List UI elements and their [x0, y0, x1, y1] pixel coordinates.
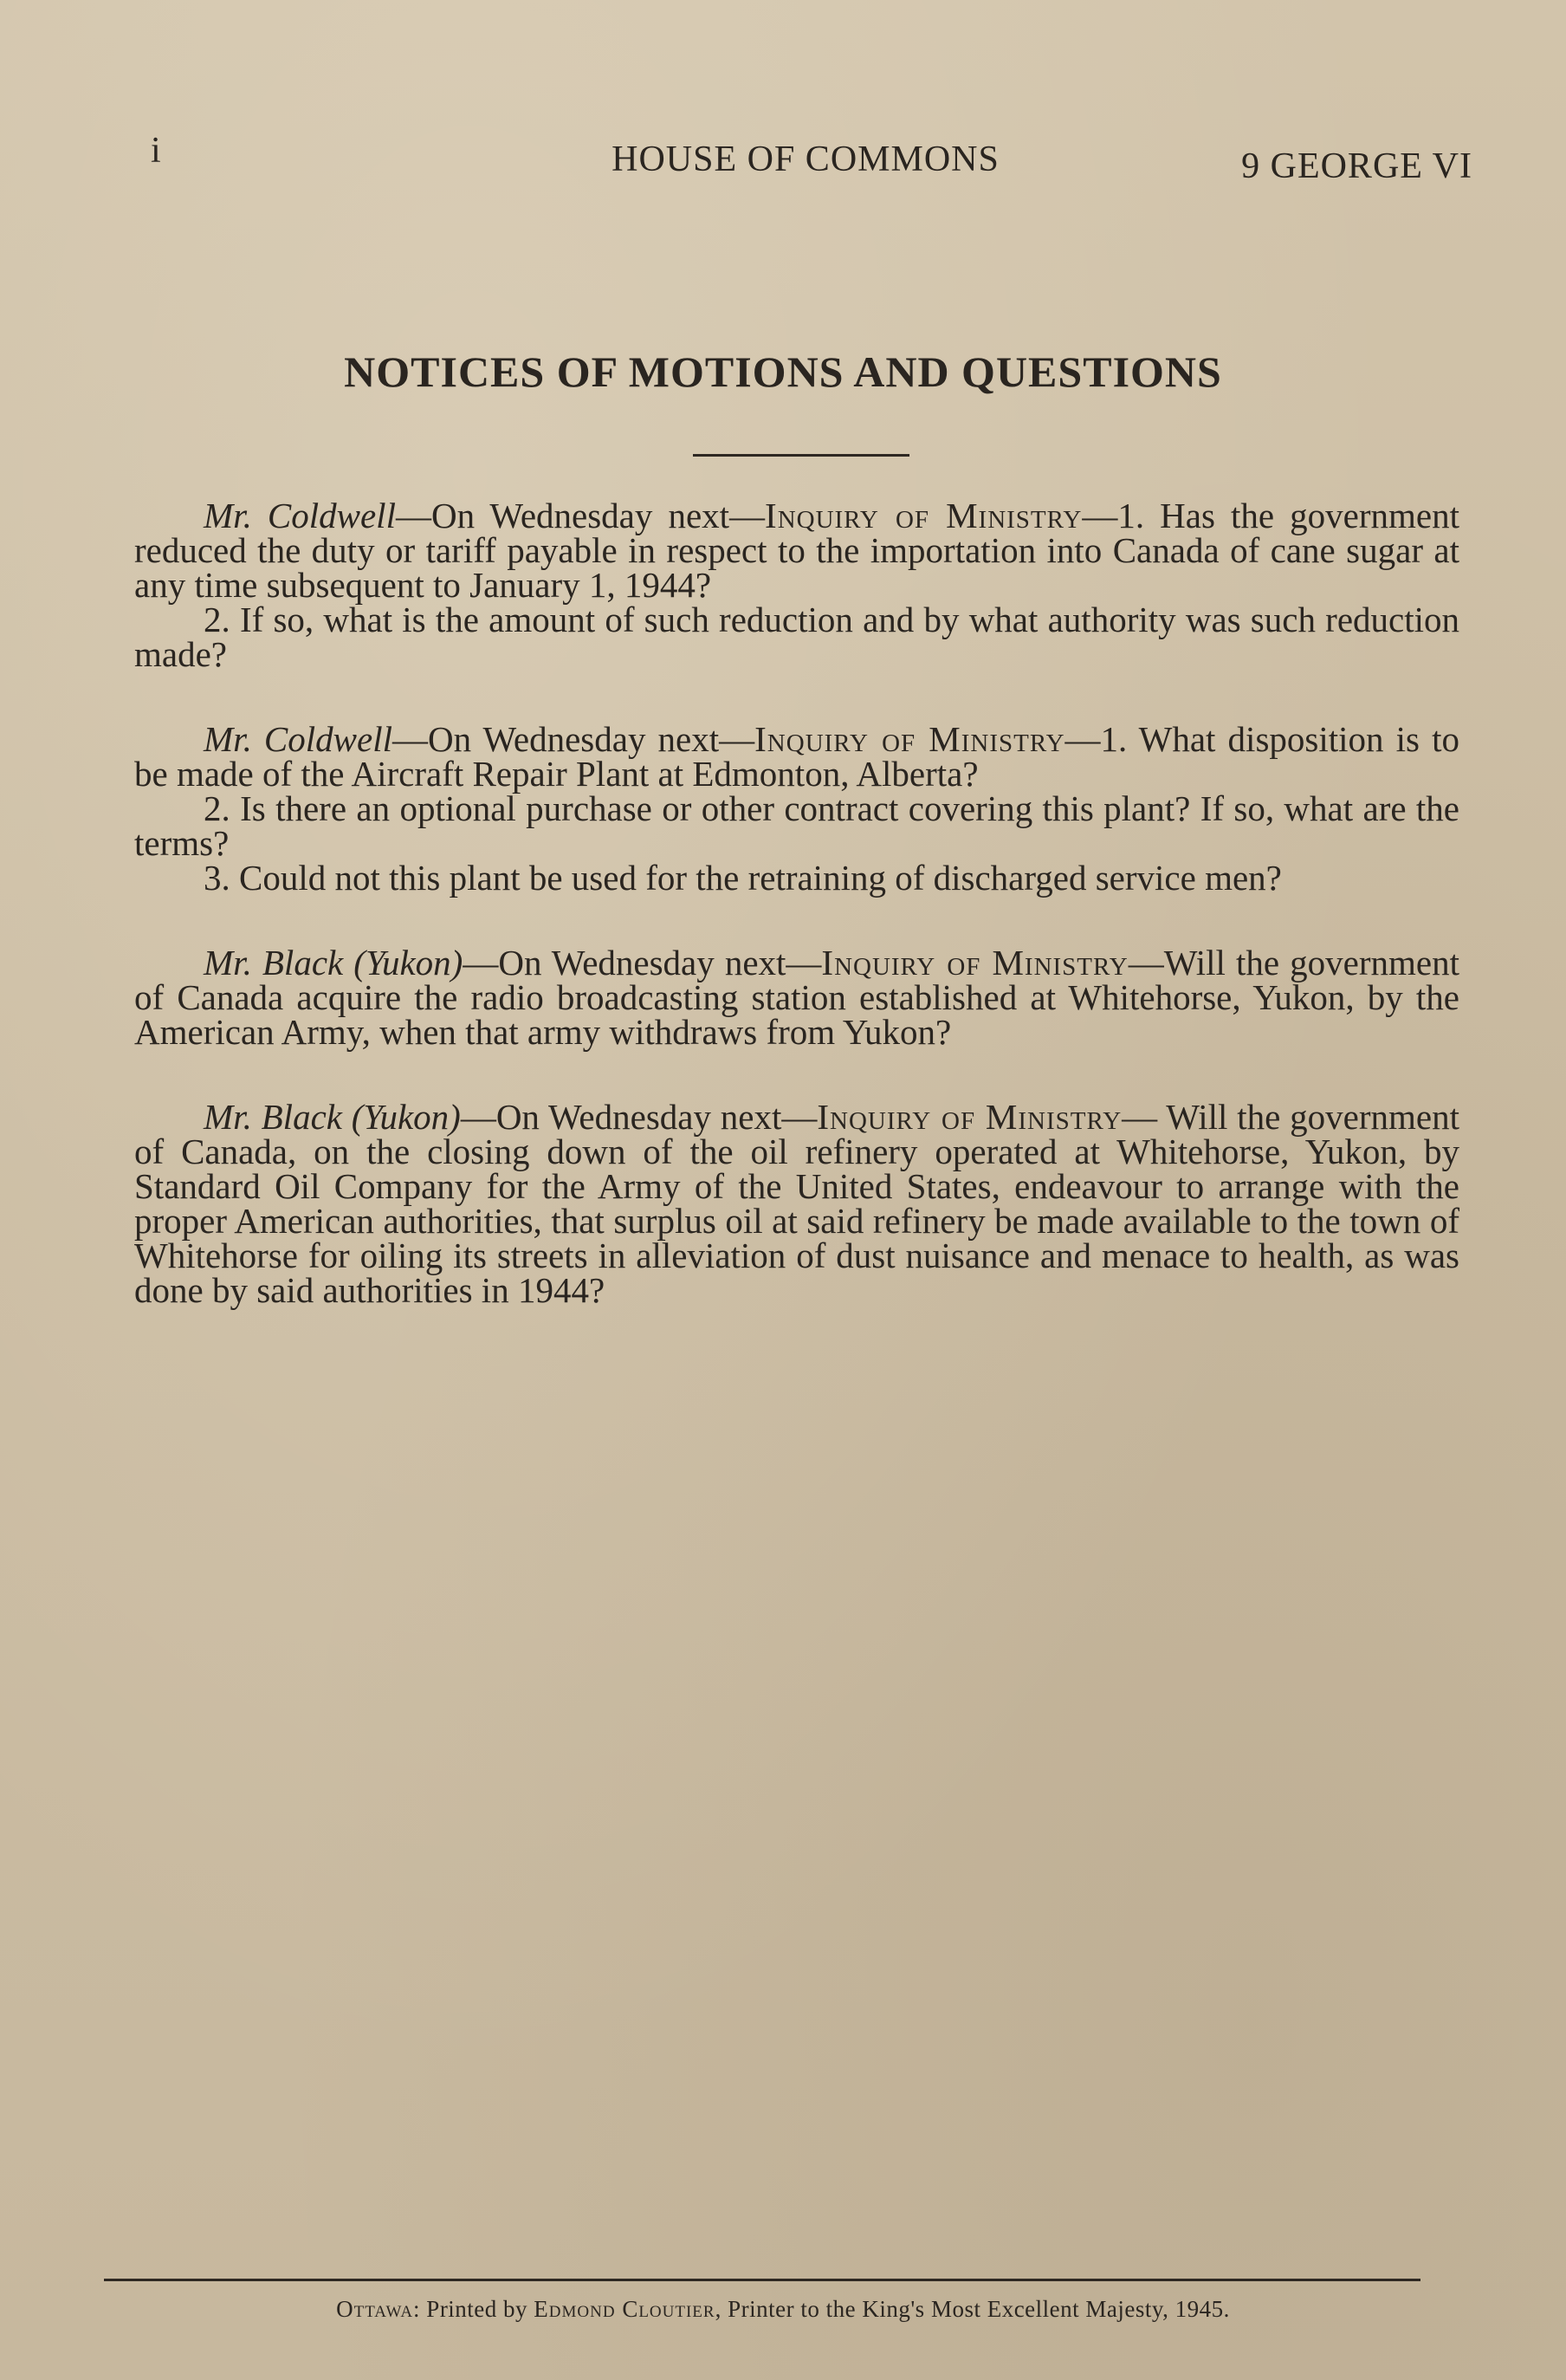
page-number: i [151, 131, 162, 171]
motion-text: —1. What disposition is to be made of the Aircraft Repair Plant at Edmonton, Alberta? [134, 719, 1459, 794]
motions-list [134, 498, 1459, 1358]
motion-paragraph [134, 496, 1460, 605]
motion-author: Mr. Coldwell [204, 719, 392, 759]
motion-kind: Inquiry of Ministry [765, 496, 1083, 535]
motion-item [134, 719, 1459, 898]
motion-kind: Inquiry of Ministry [754, 719, 1065, 759]
motion-text: — Will the government of Canada, on the closing down of the oil refinery operated at Whitehorse, Yukon, by Standard Oil Company for the Army of the United States, endeavour to arrange with the proper American authorities, that surplus oil at said refinery be made available to the town of Whitehorse for oiling its streets in alleviation of dust nuisance and menace to health, as was done by said authorities in 1944? [134, 1097, 1459, 1310]
house-title: HOUSE OF COMMONS [612, 139, 1000, 179]
motion-item [134, 1097, 1459, 1310]
motion-paragraph [134, 943, 1460, 1052]
section-title: NOTICES OF MOTIONS AND QUESTIONS [344, 347, 1222, 396]
imprint-text: , Printer to the King's Most Excellent Majesty, 1945. [715, 2296, 1230, 2322]
motion-author: Mr. Black (Yukon) [204, 1097, 461, 1137]
imprint-printer: Edmond Cloutier [534, 2296, 715, 2322]
motion-paragraph: 2. Is there an optional purchase or other contract covering this plant? If so, what are the terms? [134, 788, 1459, 863]
imprint-place: Ottawa [336, 2296, 414, 2322]
motion-text: —Will the government of Canada acquire the radio broadcasting station established at Whitehorse, Yukon, by the American Army, when that army withdraws from Yukon? [134, 943, 1460, 1052]
motion-kind: Inquiry of Ministry [821, 943, 1129, 982]
footer-rule [104, 2279, 1420, 2281]
motion-paragraph: 2. If so, what is the amount of such reduction and by what authority was such reduction made? [134, 600, 1459, 674]
motion-author: Mr. Coldwell [204, 496, 396, 535]
regnal-year: 9 GEORGE VI [1241, 146, 1472, 186]
motion-when: —On Wednesday next— [392, 719, 755, 759]
motion-paragraph [134, 719, 1459, 794]
motion-text: —1. Has the government reduced the duty or tariff payable in respect to the importation into Canada of cane sugar at any time subsequent to January 1, 1944? [134, 496, 1460, 605]
motion-when: —On Wednesday next— [460, 1097, 818, 1137]
motion-author: Mr. Black (Yukon) [204, 943, 463, 982]
motion-when: —On Wednesday next— [463, 943, 822, 982]
motion-item [134, 943, 1460, 1052]
motion-paragraph [134, 1097, 1459, 1310]
title-rule [693, 454, 909, 457]
motion-item [134, 496, 1460, 674]
motion-kind: Inquiry of Ministry [817, 1097, 1123, 1137]
motion-when: —On Wednesday next— [395, 496, 766, 535]
motion-paragraph: 3. Could not this plant be used for the retraining of discharged service men? [204, 858, 1282, 898]
printer-imprint [0, 2296, 1566, 2323]
imprint-text: : Printed by [413, 2296, 534, 2322]
running-head [139, 130, 1472, 191]
